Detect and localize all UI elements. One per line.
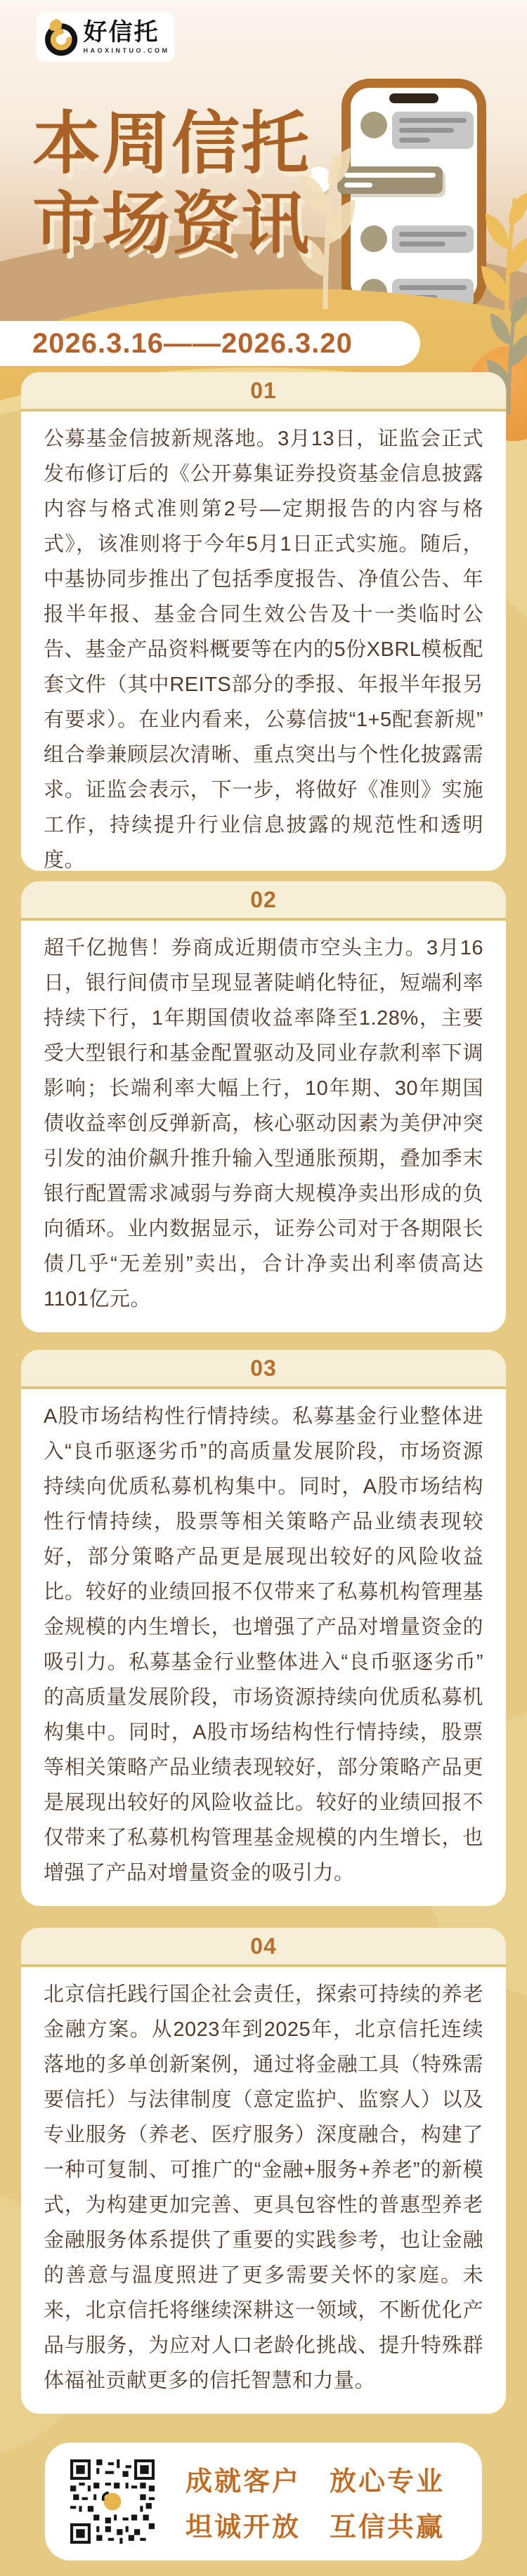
section-header	[21, 881, 506, 921]
footer-slogan-line2: 坦诚开放 互信共赢	[186, 2513, 445, 2542]
date-range-banner	[0, 321, 420, 366]
chat-text-line	[399, 118, 467, 123]
section-body	[21, 1389, 506, 1906]
chat-avatar-icon	[360, 112, 387, 138]
section-header	[21, 1350, 506, 1389]
section-number-badge: 02	[250, 886, 277, 912]
chat-bubble	[392, 112, 474, 149]
section-number-badge: 03	[250, 1355, 277, 1381]
chat-bubble-row	[360, 112, 474, 149]
section-header	[21, 1928, 506, 1967]
footer-banner	[45, 2443, 482, 2561]
chat-bubble-row	[360, 225, 474, 253]
section-body	[21, 1967, 506, 2414]
chat-text-line	[399, 128, 454, 133]
brand-logo	[37, 13, 174, 62]
section-number-badge: 01	[250, 377, 277, 403]
gold-swirl-b-logo-icon	[41, 18, 79, 56]
section-header	[21, 372, 506, 412]
brand-logo-text: 好信托	[83, 19, 160, 46]
footer-slogan-line1: 成就客户 放心专业	[186, 2467, 445, 2497]
chat-text-line	[399, 285, 467, 290]
chat-bubble	[392, 225, 474, 253]
phone-notch	[389, 93, 438, 103]
brand-logo-domain: HAOXINTUO.COM	[83, 47, 170, 54]
chat-text-line	[399, 232, 467, 237]
page-title-line1: 本周信托	[32, 105, 311, 182]
chat-avatar-icon	[360, 225, 387, 252]
chat-text-line	[399, 138, 430, 143]
section-body-text: A股市场结构性行情持续。私募基金行业整体进入“良币驱逐劣币”的高质量发展阶段，市场资源持续向优质私募机构集中。同时，A股市场结构性行情持续，股票等相关策略产品业绩表现较好，部分策略产品更是展现出较好的风险收益比。较好的业绩回报不仅带来了私募机构管理基金规模的内生增长，也增强了产品对增量资金的吸引力。私募基金行业整体进入“良币驱逐劣币”的高质量发展阶段，市场资源持续向优质私募机构集中。同时，A股市场结构性行情持续，股票等相关策略产品业绩表现较好，部分策略产品更是展现出较好的风险收益比。较好的业绩回报不仅带来了私募机构管理基金规模的内生增长，也增强了产品对增量资金的吸引力。	[44, 1405, 483, 1884]
date-range-text: 2026.3.16——2026.3.20	[32, 327, 353, 359]
news-card-02	[21, 881, 506, 1332]
section-body	[21, 921, 506, 1332]
news-card-03	[21, 1350, 506, 1906]
qr-code-icon	[70, 2459, 155, 2544]
page-title-line2: 市场资讯	[32, 185, 311, 262]
section-number-badge: 04	[250, 1933, 277, 1959]
section-body-text: 公募基金信披新规落地。3月13日，证监会正式发布修订后的《公开募集证券投资基金信息披露内容与格式准则第2号—定期报告的内容与格式》，该准则将于今年5月1日正式实施。随后，中基协同步推出了包括季度报告、净值公告、年报半年报、基金合同生效公告及十一类临时公告、基金产品资料概要等在内的5份XBRL模板配套文件（其中REITS部分的季报、年报半年报另有要求）。在业内看来，公募信披“1+5配套新规”组合拳兼顾层次清晰、重点突出与个性化披露需求。证监会表示，下一步，将做好《准则》实施工作，持续提升行业信息披露的规范性和透明度。	[44, 428, 483, 871]
chat-text-line	[399, 242, 445, 247]
news-card-04	[21, 1928, 506, 2414]
section-body-text: 超千亿抛售！券商成近期债市空头主力。3月16日，银行间债市呈现显著陡峭化特征，短端利率持续下行，1年期国债收益率降至1.28%，主要受大型银行和基金配置驱动及同业存款利率下调影响；长端利率大幅上行，10年期、30年期国债收益率创反弹新高，核心驱动因素为美伊冲突引发的油价飙升推升输入型通胀预期，叠加季末银行配置需求减弱与券商大规模净卖出形成的负向循环。业内数据显示，证券公司对于各期限长债几乎“无差别”卖出，合计净卖出利率债高达1101亿元。	[44, 937, 483, 1310]
section-body-text: 北京信托践行国企社会责任，探索可持续的养老金融方案。从2023年到2025年，北京信托连续落地的多单创新案例，通过将金融工具（特殊需要信托）与法律制度（意定监护、监察人）以及专业服务（养老、医疗服务）深度融合，构建了一种可复制、可推广的“金融+服务+养老”的新模式，为构建更加完善、更具包容性的普惠型养老金融服务体系提供了重要的实践参考，也让金融的善意与温度照进了更多需要关怀的家庭。未来，北京信托将继续深耕这一领域，不断优化产品与服务，为应对人口老龄化挑战、提升特殊群体福祉贡献更多的信托智慧和力量。	[44, 1983, 483, 2392]
section-body	[21, 412, 506, 871]
footer-slogans	[186, 2459, 445, 2544]
news-card-01	[21, 372, 506, 871]
page-title	[32, 104, 311, 264]
